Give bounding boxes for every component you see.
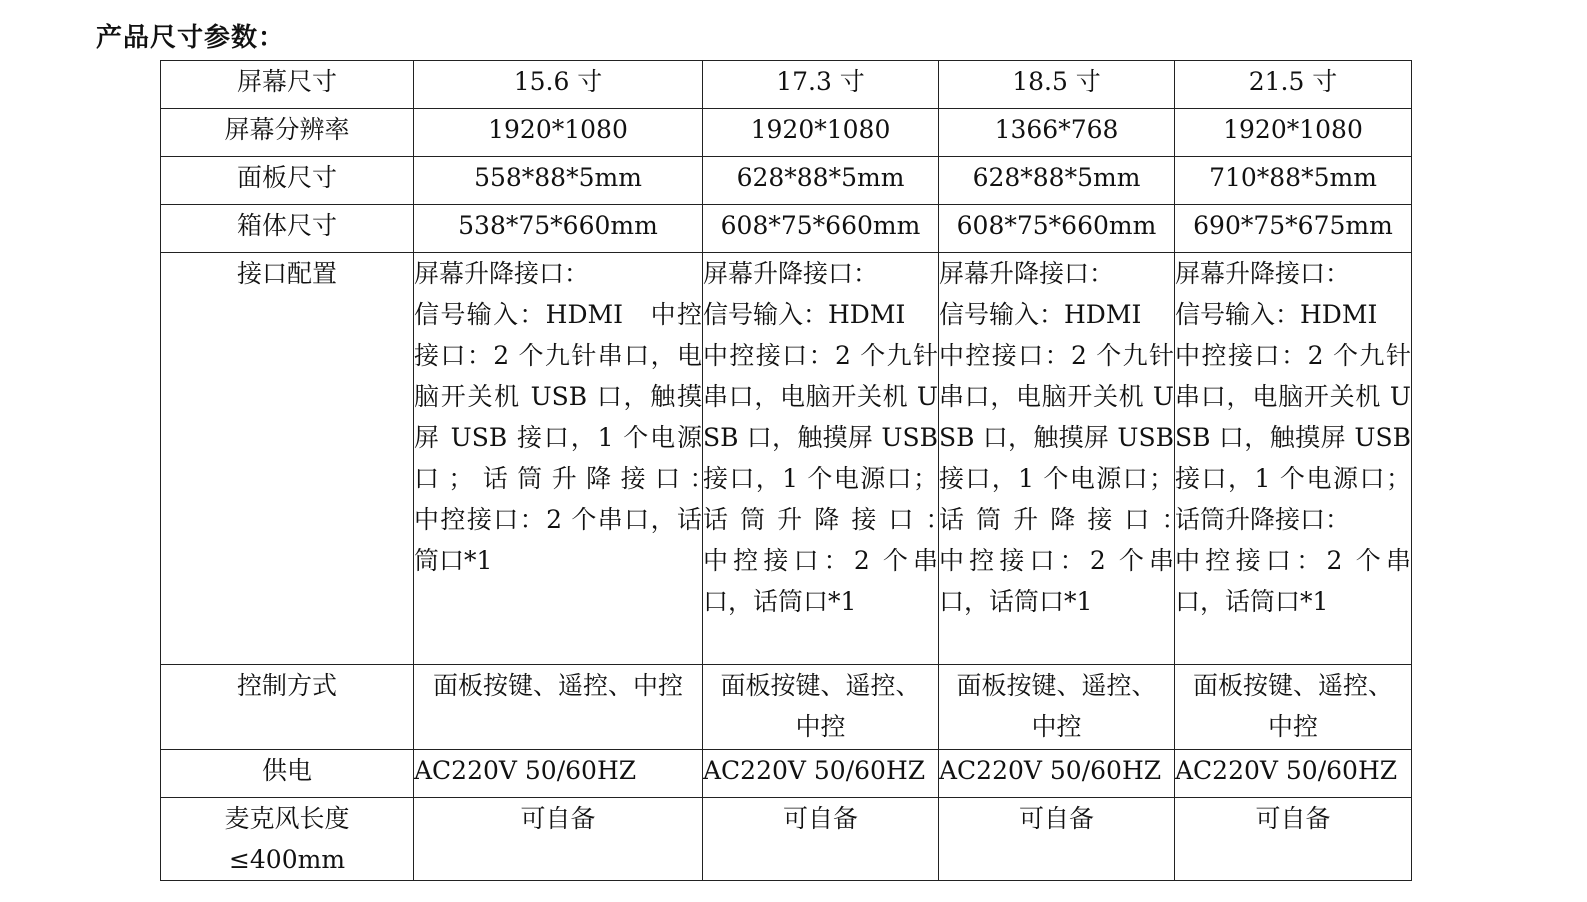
table-cell: 15.6 寸	[414, 61, 703, 109]
table-cell: 18.5 寸	[939, 61, 1175, 109]
table-cell: 558*88*5mm	[414, 157, 703, 205]
table-row-cabinet-size	[161, 205, 1412, 253]
table-cell: 面板按键、遥控、中控	[414, 665, 703, 750]
row-label: 接口配置	[161, 253, 414, 665]
table-cell: 面板按键、遥控、中控	[939, 665, 1175, 750]
table-row-control-method	[161, 665, 1412, 750]
table-row-resolution	[161, 109, 1412, 157]
table-cell: 1920*1080	[1175, 109, 1412, 157]
table-row-power	[161, 750, 1412, 798]
table-cell: 690*75*675mm	[1175, 205, 1412, 253]
table-cell: 1920*1080	[414, 109, 703, 157]
table-cell: 628*88*5mm	[703, 157, 939, 205]
table-cell: 面板按键、遥控、中控	[703, 665, 939, 750]
row-label: 屏幕尺寸	[161, 61, 414, 109]
table-cell: AC220V 50/60HZ	[703, 750, 939, 798]
page-heading: 产品尺寸参数：	[96, 23, 286, 53]
spec-table	[160, 60, 1412, 881]
table-cell: 538*75*660mm	[414, 205, 703, 253]
table-cell: AC220V 50/60HZ	[1175, 750, 1412, 798]
table-cell: 710*88*5mm	[1175, 157, 1412, 205]
table-cell: 1920*1080	[703, 109, 939, 157]
row-label: 屏幕分辨率	[161, 109, 414, 157]
table-cell: 可自备	[939, 798, 1175, 881]
row-label: 供电	[161, 750, 414, 798]
row-label: 箱体尺寸	[161, 205, 414, 253]
table-cell: 628*88*5mm	[939, 157, 1175, 205]
table-cell: 1366*768	[939, 109, 1175, 157]
table-cell: 面板按键、遥控、中控	[1175, 665, 1412, 750]
table-cell: AC220V 50/60HZ	[414, 750, 703, 798]
table-row-screen-size	[161, 61, 1412, 109]
table-cell: 可自备	[1175, 798, 1412, 881]
table-cell: 可自备	[703, 798, 939, 881]
table-row-interfaces	[161, 253, 1412, 665]
table-cell: 屏幕升降接口： 信号输入：HDMI 中控接口：2 个九针串口，电脑开关机 USB 口，触摸屏 USB 接口，1 个电源口；话筒升降接口： 中控接口：2 个串口，话筒口*1	[1175, 253, 1412, 665]
table-cell: 屏幕升降接口： 信号输入：HDMI 中控接口：2 个九针串口，电脑开关机 USB 口，触摸屏 USB 接口，1 个电源口；话筒升降接口： 中控接口：2 个串口，话筒口*1	[703, 253, 939, 665]
table-cell: 21.5 寸	[1175, 61, 1412, 109]
table-row-panel-size	[161, 157, 1412, 205]
table-cell: 608*75*660mm	[703, 205, 939, 253]
table-cell: AC220V 50/60HZ	[939, 750, 1175, 798]
row-label: 麦克风长度≤400mm	[161, 798, 414, 881]
row-label: 控制方式	[161, 665, 414, 750]
table-row-microphone	[161, 798, 1412, 881]
table-cell: 屏幕升降接口： 信号输入：HDMI 中控接口：2 个九针串口，电脑开关机 USB 口，触摸屏 USB 接口，1 个电源口；话筒升降接口： 中控接口：2 个串口，话筒口*1	[939, 253, 1175, 665]
row-label: 面板尺寸	[161, 157, 414, 205]
table-cell: 屏幕升降接口： 信号输入：HDMI 中控接口：2 个九针串口，电脑开关机 USB 口，触摸屏 USB 接口，1 个电源口；话筒升降接口： 中控接口：2 个串口，话筒口*1	[414, 253, 703, 665]
table-cell: 608*75*660mm	[939, 205, 1175, 253]
table-cell: 可自备	[414, 798, 703, 881]
table-cell: 17.3 寸	[703, 61, 939, 109]
